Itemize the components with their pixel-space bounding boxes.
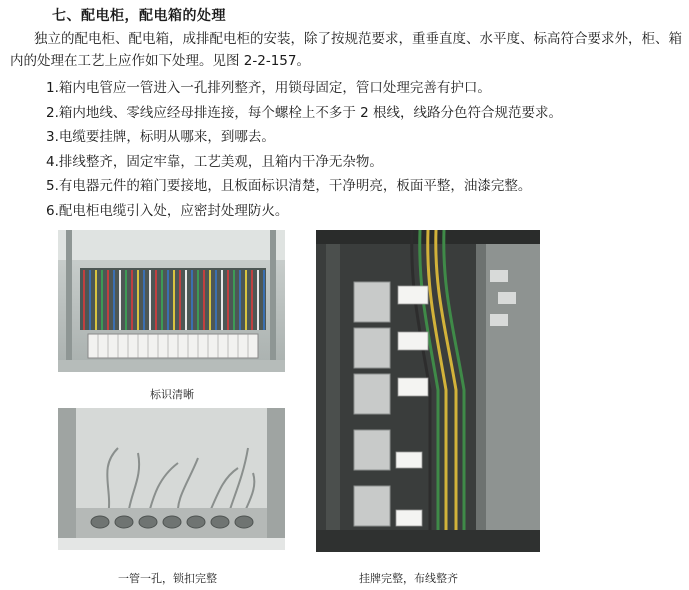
photo-conduit-entry bbox=[58, 408, 285, 550]
section-heading: 七、配电柜，配电箱的处理 bbox=[52, 8, 226, 24]
photo1-caption: 标识清晰 bbox=[150, 388, 194, 401]
photo-terminal-labels bbox=[58, 230, 285, 372]
requirements-list bbox=[46, 76, 562, 223]
intro-paragraph: 独立的配电柜、配电箱，成排配电柜的安装，除了按规范要求，重垂直度、水平度、标高符合要求外，柜、箱内的处理在工艺上应作如下处理。见图 2-2-157。 bbox=[10, 31, 682, 69]
list-item: 4.排线整齐，固定牢靠，工艺美观，且箱内干净无杂物。 bbox=[46, 153, 383, 170]
list-item: 2.箱内地线、零线应经母排连接，每个螺栓上不多于 2 根线，线路分色符合规范要求。 bbox=[46, 104, 563, 121]
photo-cable-tags bbox=[316, 230, 540, 552]
list-item: 3.电缆要挂牌，标明从哪来，到哪去。 bbox=[46, 129, 275, 145]
list-item: 1.箱内电管应一管进入一孔排列整齐，用锁母固定，管口处理完善有护口。 bbox=[46, 80, 491, 96]
photo3-caption: 挂牌完整，布线整齐 bbox=[359, 572, 458, 585]
photo2-caption: 一管一孔，锁扣完整 bbox=[118, 572, 217, 585]
list-item: 6.配电柜电缆引入处，应密封处理防火。 bbox=[46, 202, 289, 219]
list-item: 5.有电器元件的箱门要接地，且板面标识清楚，干净明亮，板面平整，油漆完整。 bbox=[46, 178, 532, 194]
